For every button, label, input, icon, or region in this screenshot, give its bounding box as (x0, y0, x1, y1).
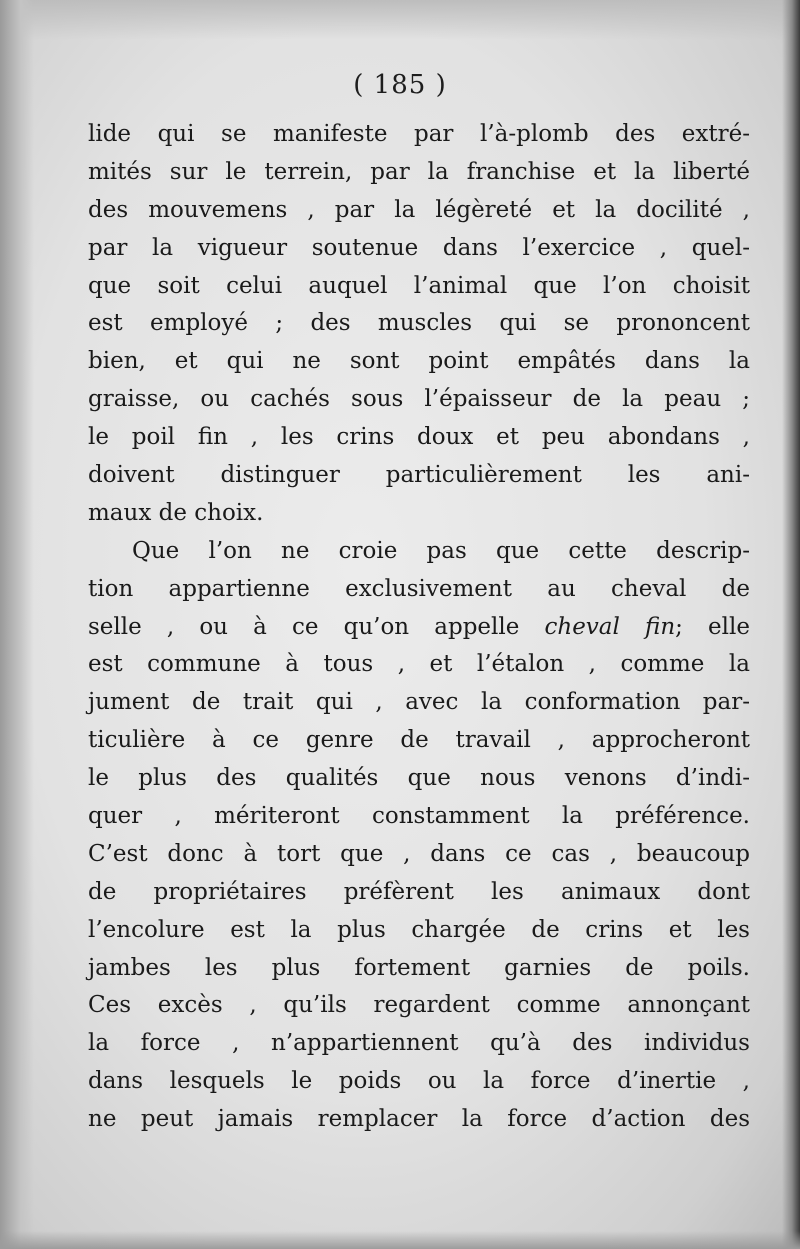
text-line: Que l’on ne croie pas que cette descrip- (132, 537, 750, 564)
text-line: jument de trait qui , avec la conformation par- (88, 689, 750, 716)
italic-term: cheval fin (544, 613, 676, 640)
text-line: doivent distinguer particulièrement les ani- (88, 462, 750, 489)
text-line: est employé ; des muscles qui se prononcent (88, 310, 750, 337)
text-line: lide qui se manifeste par l’à-plomb des extré- (88, 121, 750, 147)
text-line: C’est donc à tort que , dans ce cas , beaucoup (88, 840, 750, 867)
text-line: le poil fin , les crins doux et peu abondans , (88, 424, 750, 451)
text-line: que soit celui auquel l’animal que l’on choisit (88, 272, 750, 299)
text-line: dans lesquels le poids ou la force d’inertie , (88, 1068, 750, 1095)
text-line: ne peut jamais remplacer la force d’action des (88, 1106, 750, 1133)
text-line: par la vigueur soutenue dans l’exercice , quel- (88, 234, 750, 261)
text-line: graisse, ou cachés sous l’épaisseur de la peau ; (88, 386, 750, 413)
text-line: bien, et qui ne sont point empâtés dans la (88, 348, 750, 375)
text-span: selle , ou à ce qu’on appelle (88, 613, 545, 640)
page-shadow-right (782, 0, 800, 1249)
page-number: ( 185 ) (353, 70, 447, 100)
text-line: ticulière à ce genre de travail , approcheront (88, 727, 750, 754)
text-line: de propriétaires préfèrent les animaux dont (88, 878, 750, 905)
text-span: ; elle (675, 613, 750, 640)
page-shadow-left (0, 0, 34, 1249)
page-shadow-bottom (0, 1231, 800, 1249)
text-line: Ces excès , qu’ils regardent comme annonçant (88, 992, 750, 1019)
text-line-with-italic (88, 609, 750, 647)
text-line: l’encolure est la plus chargée de crins et les (88, 916, 750, 943)
page-shadow-top (0, 0, 800, 40)
text-line: jambes les plus fortement garnies de poils. (88, 954, 750, 981)
text-line: des mouvemens , par la légèreté et la docilité , (88, 196, 750, 223)
text-line: la force , n’appartiennent qu’à des individus (88, 1030, 750, 1057)
body-text (88, 116, 750, 1139)
text-line: le plus des qualités que nous venons d’indi- (88, 765, 750, 792)
text-line: est commune à tous , et l’étalon , comme la (88, 651, 750, 678)
text-line: maux de choix. (88, 499, 264, 526)
text-line: quer , mériteront constamment la préférence. (88, 803, 750, 830)
text-line: tion appartienne exclusivement au cheval de (88, 575, 750, 602)
text-line: mités sur le terrein, par la franchise et la liberté (88, 158, 750, 185)
